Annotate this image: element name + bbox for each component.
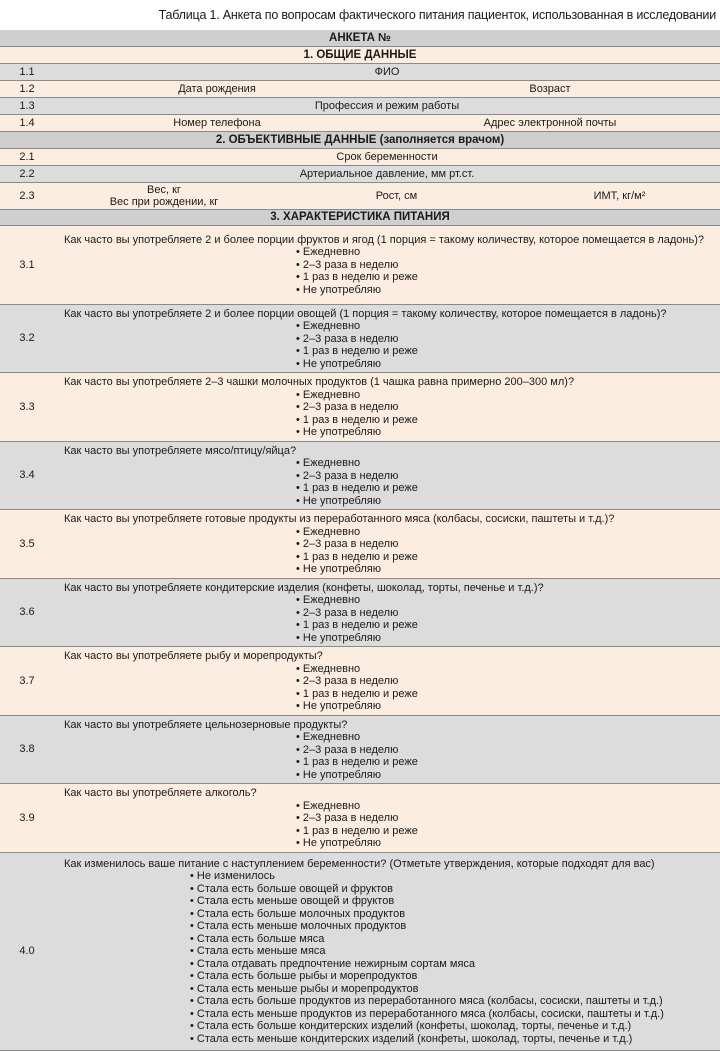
answer-option[interactable]: • 2–3 раза в неделю xyxy=(296,675,714,688)
row-2-3-fields xyxy=(54,182,720,209)
question-text: Как изменилось ваше питание с наступлением беременности? (Отметьте утверждения, которые подходят для вас) xyxy=(64,857,655,870)
question-row xyxy=(0,852,720,1050)
answer-option[interactable]: • 2–3 раза в неделю xyxy=(296,538,714,551)
row-number: 1.2 xyxy=(0,80,54,97)
answer-option[interactable]: • 1 раз в неделю и реже xyxy=(296,619,714,632)
question-row xyxy=(0,441,720,510)
answer-option[interactable]: • Ежедневно xyxy=(296,389,714,402)
answer-option[interactable]: • Не употребляю xyxy=(296,632,714,645)
row-number: 2.3 xyxy=(0,182,54,209)
question-cell xyxy=(54,373,720,442)
section-2-title-main: 2. ОБЪЕКТИВНЫЕ ДАННЫЕ xyxy=(215,133,377,146)
question-cell xyxy=(54,304,720,373)
question-row xyxy=(0,304,720,373)
row-1-1 xyxy=(0,63,720,80)
answer-option[interactable]: • Не употребляю xyxy=(296,284,714,297)
answer-option[interactable]: • Ежедневно xyxy=(296,246,714,259)
answer-option[interactable]: • Ежедневно xyxy=(296,594,714,607)
question-number: 3.4 xyxy=(0,441,54,510)
section-3-title: 3. ХАРАКТЕРИСТИКА ПИТАНИЯ xyxy=(0,209,720,225)
field-email: Адрес электронной почты xyxy=(483,116,617,129)
question-number: 3.3 xyxy=(0,373,54,442)
question-row xyxy=(0,647,720,716)
question-text: Как часто вы употребляете рыбу и морепродукты? xyxy=(64,650,323,662)
answer-option[interactable]: • Стала есть меньше продуктов из переработанного мяса (колбасы, сосиски, паштеты и т.д.) xyxy=(190,1008,714,1021)
field-profession: Профессия и режим работы xyxy=(54,97,720,114)
row-2-3 xyxy=(0,182,720,209)
answer-option[interactable]: • Стала есть больше мяса xyxy=(190,933,714,946)
question-cell xyxy=(54,852,720,1050)
field-full-name: ФИО xyxy=(54,63,720,80)
row-2-2 xyxy=(0,165,720,182)
question-number: 3.5 xyxy=(0,510,54,579)
row-number: 1.1 xyxy=(0,63,54,80)
answer-option[interactable]: • Стала есть меньше кондитерских изделий (конфеты, шоколад, торты, печенье и т.д.) xyxy=(190,1033,714,1046)
answer-option[interactable]: • Стала отдавать предпочтение нежирным сортам мяса xyxy=(190,958,714,971)
question-number: 3.2 xyxy=(0,304,54,373)
answer-option[interactable]: • 2–3 раза в неделю xyxy=(296,607,714,620)
field-birth-weight: Вес при рождении, кг xyxy=(109,195,219,208)
field-birth-date: Дата рождения xyxy=(178,82,256,95)
row-1-4 xyxy=(0,114,720,131)
answer-options xyxy=(64,800,714,850)
answer-option[interactable]: • Стала есть больше продуктов из переработанного мяса (колбасы, сосиски, паштеты и т.д.) xyxy=(190,995,714,1008)
answer-option[interactable]: • Ежедневно xyxy=(296,800,714,813)
answer-option[interactable]: • Ежедневно xyxy=(296,731,714,744)
row-1-2 xyxy=(0,80,720,97)
answer-option[interactable]: • Ежедневно xyxy=(296,663,714,676)
answer-option[interactable]: • Ежедневно xyxy=(296,457,714,470)
questionnaire-title: АНКЕТА № xyxy=(0,30,720,46)
question-number: 3.1 xyxy=(0,225,54,304)
row-1-4-fields xyxy=(54,114,720,131)
answer-option[interactable]: • Стала есть больше рыбы и морепродуктов xyxy=(190,970,714,983)
answer-option[interactable]: • Не употребляю xyxy=(296,769,714,782)
question-text: Как часто вы употребляете цельнозерновые продукты? xyxy=(64,718,348,731)
answer-option[interactable]: • Ежедневно xyxy=(296,320,714,333)
answer-options xyxy=(64,594,714,644)
question-text: Как часто вы употребляете кондитерские изделия (конфеты, шоколад, торты, печенье и т.д.)? xyxy=(64,581,544,594)
answer-option[interactable]: • 2–3 раза в неделю xyxy=(296,744,714,757)
row-number: 1.4 xyxy=(0,114,54,131)
row-number: 2.2 xyxy=(0,165,54,182)
answer-options xyxy=(64,246,714,296)
answer-options xyxy=(64,526,714,576)
question-number: 3.7 xyxy=(0,647,54,716)
answer-option[interactable]: • 1 раз в неделю и реже xyxy=(296,551,714,564)
field-age: Возраст xyxy=(529,82,571,95)
row-number: 2.1 xyxy=(0,148,54,165)
answer-option[interactable]: • Стала есть меньше овощей и фруктов xyxy=(190,895,714,908)
question-cell xyxy=(54,578,720,647)
answer-options xyxy=(64,731,714,781)
answer-option[interactable]: • Не употребляю xyxy=(296,563,714,576)
answer-option[interactable]: • Стала есть меньше рыбы и морепродуктов xyxy=(190,983,714,996)
field-height: Рост, см xyxy=(375,189,418,202)
answer-option[interactable]: • 1 раз в неделю и реже xyxy=(296,271,714,284)
question-cell xyxy=(54,784,720,853)
question-cell xyxy=(54,647,720,716)
answer-option[interactable]: • 2–3 раза в неделю xyxy=(296,333,714,346)
row-number: 1.3 xyxy=(0,97,54,114)
answer-option[interactable]: • 2–3 раза в неделю xyxy=(296,470,714,483)
question-row xyxy=(0,373,720,442)
section-2-title xyxy=(0,131,720,148)
answer-option[interactable]: • 1 раз в неделю и реже xyxy=(296,688,714,701)
question-text: Как часто вы употребляете мясо/птицу/яйца? xyxy=(64,444,297,457)
question-row xyxy=(0,510,720,579)
question-number: 4.0 xyxy=(0,852,54,1050)
row-2-1 xyxy=(0,148,720,165)
question-text: Как часто вы употребляете алкоголь? xyxy=(64,787,257,799)
answer-options xyxy=(64,663,714,713)
field-bmi: ИМТ, кг/м² xyxy=(593,189,646,202)
question-cell xyxy=(54,510,720,579)
answer-option[interactable]: • Не употребляю xyxy=(296,426,714,439)
question-text: Как часто вы употребляете готовые продукты из переработанного мяса (колбасы, сосиски, паштеты и т.д.)? xyxy=(64,513,615,525)
answer-option[interactable]: • Не употребляю xyxy=(296,358,714,371)
answer-option[interactable]: • 1 раз в неделю и реже xyxy=(296,345,714,358)
answer-options xyxy=(64,870,714,1045)
question-text: Как часто вы употребляете 2–3 чашки молочных продуктов (1 чашка равна примерно 200–300 мл)? xyxy=(64,376,575,388)
question-row xyxy=(0,715,720,784)
table-caption: Таблица 1. Анкета по вопросам фактического питания пациенток, использованная в исследовании xyxy=(158,8,716,22)
answer-option[interactable]: • 2–3 раза в неделю xyxy=(296,259,714,272)
question-number: 3.6 xyxy=(0,578,54,647)
question-number: 3.9 xyxy=(0,784,54,853)
row-1-2-fields xyxy=(54,80,720,97)
weight-block xyxy=(54,184,274,208)
answer-option[interactable]: • 1 раз в неделю и реже xyxy=(296,825,714,838)
question-text: Как часто вы употребляете 2 и более порции фруктов и ягод (1 порция = такому количеству, которое помещается в ладонь)? xyxy=(64,233,705,246)
field-blood-pressure: Артериальное давление, мм рт.ст. xyxy=(54,165,720,182)
answer-option[interactable]: • Стала есть больше кондитерских изделий (конфеты, шоколад, торты, печенье и т.д.) xyxy=(190,1020,714,1033)
question-number: 3.8 xyxy=(0,715,54,784)
answer-option[interactable]: • 1 раз в неделю и реже xyxy=(296,756,714,769)
field-gestational-age: Срок беременности xyxy=(54,148,720,165)
answer-option[interactable]: • Стала есть больше овощей и фруктов xyxy=(190,883,714,896)
section-1-title: 1. ОБЩИЕ ДАННЫЕ xyxy=(0,46,720,63)
answer-option[interactable]: • Ежедневно xyxy=(296,526,714,539)
answer-option[interactable]: • 2–3 раза в неделю xyxy=(296,401,714,414)
answer-option[interactable]: • Стала есть меньше мяса xyxy=(190,945,714,958)
answer-option[interactable]: • Стала есть меньше молочных продуктов xyxy=(190,920,714,933)
question-cell xyxy=(54,225,720,304)
answer-option[interactable]: • Не употребляю xyxy=(296,837,714,850)
answer-option[interactable]: • 2–3 раза в неделю xyxy=(296,812,714,825)
questionnaire-table xyxy=(0,30,720,1051)
answer-option[interactable]: • Не изменилось xyxy=(190,870,714,883)
question-row xyxy=(0,578,720,647)
question-cell xyxy=(54,715,720,784)
questions-body xyxy=(0,225,720,1050)
question-row xyxy=(0,225,720,304)
answer-option[interactable]: • 1 раз в неделю и реже xyxy=(296,414,714,427)
question-cell xyxy=(54,441,720,510)
answer-option[interactable]: • Не употребляю xyxy=(296,700,714,713)
answer-option[interactable]: • Не употребляю xyxy=(296,495,714,508)
field-weight: Вес, кг xyxy=(147,183,181,196)
field-phone: Номер телефона xyxy=(173,116,261,129)
row-1-3 xyxy=(0,97,720,114)
question-text: Как часто вы употребляете 2 и более порции овощей (1 порция = такому количеству, которое помещается в ладонь)? xyxy=(64,307,667,320)
answer-options xyxy=(64,457,714,507)
answer-options xyxy=(64,320,714,370)
answer-option[interactable]: • 1 раз в неделю и реже xyxy=(296,482,714,495)
answer-options xyxy=(64,389,714,439)
question-row xyxy=(0,784,720,853)
answer-option[interactable]: • Стала есть больше молочных продуктов xyxy=(190,908,714,921)
section-2-title-note: (заполняется врачом) xyxy=(379,133,505,146)
